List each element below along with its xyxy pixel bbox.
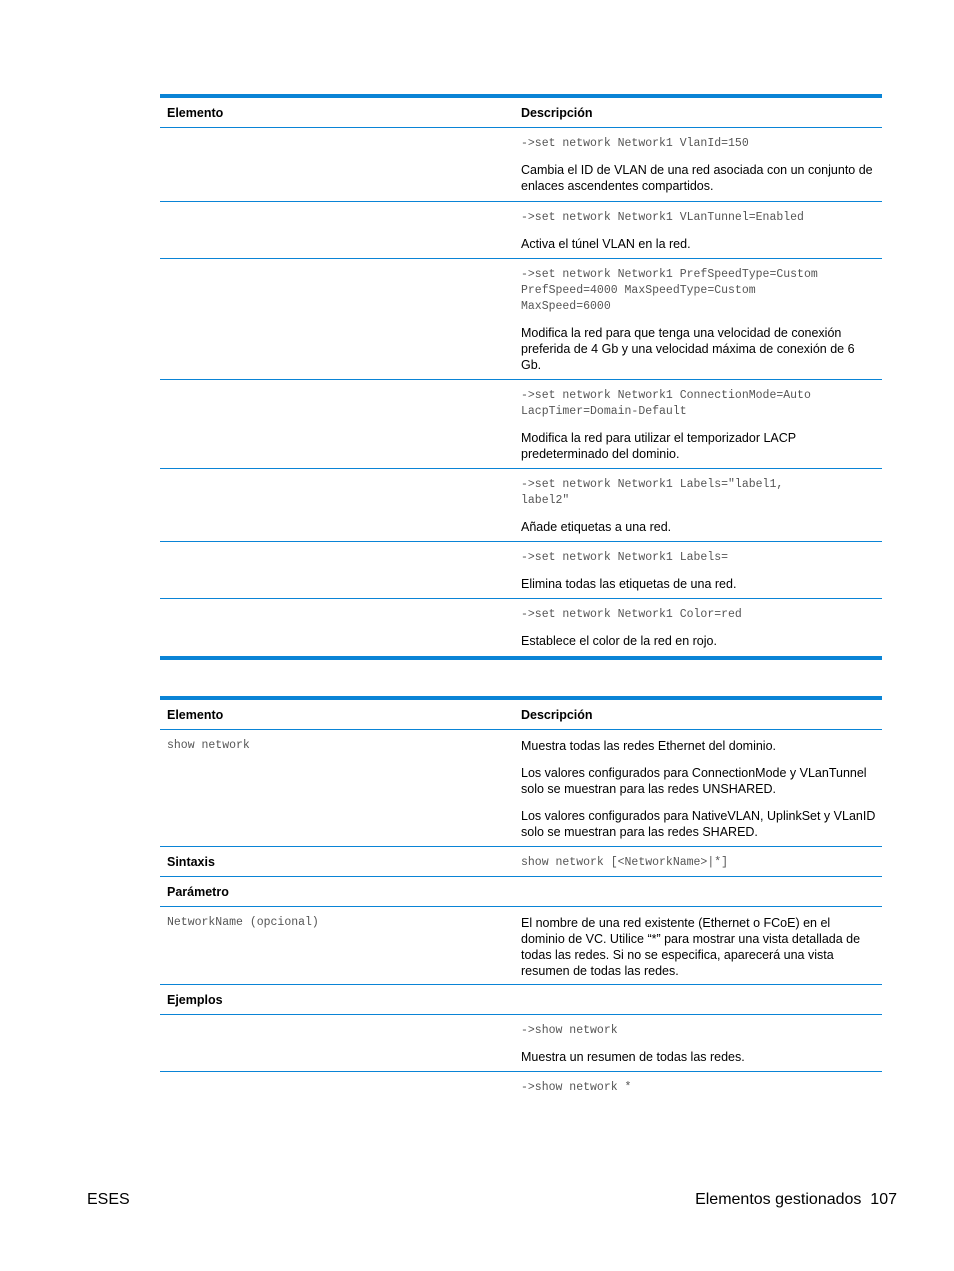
header-elemento: Elemento: [167, 707, 224, 722]
example-command: ->set network Network1 VLanTunnel=Enabled: [521, 211, 804, 224]
parameter-heading-row: [160, 877, 882, 907]
example-command: ->set network Network1 PrefSpeedType=Custom PrefSpeed=4000 MaxSpeedType=Custom MaxSpeed=6000: [521, 268, 818, 313]
command-name: show network: [167, 739, 250, 752]
example-description: Muestra un resumen de todas las redes.: [521, 1050, 745, 1064]
example-command: ->show network *: [521, 1081, 632, 1094]
parameter-label: Parámetro: [167, 885, 229, 899]
table-set-network: [160, 94, 882, 660]
example-description: Activa el túnel VLAN en la red.: [521, 237, 691, 251]
example-description: Añade etiquetas a una red.: [521, 520, 672, 534]
table-row: [160, 1015, 882, 1072]
example-description: Elimina todas las etiquetas de una red.: [521, 577, 737, 591]
table-bottom-rule: [160, 656, 882, 660]
parameter-description: El nombre de una red existente (Ethernet o FCoE) en el dominio de VC. Utilice “*” para mostrar una vista detallada de todas las redes. Si no se especifica, aparecerá una vista resumen de todas las redes.: [521, 916, 861, 978]
example-description: Modifica la red para que tenga una velocidad de conexión preferida de 4 Gb y una velocidad máxima de conexión de 6 Gb.: [521, 326, 855, 372]
table-header: [160, 98, 882, 128]
table-row: [160, 542, 882, 599]
example-description: Establece el color de la red en rojo.: [521, 634, 717, 648]
parameter-row: [160, 907, 882, 985]
example-description: Modifica la red para utilizar el temporizador LACP predeterminado del dominio.: [521, 431, 796, 461]
page-number: 107: [870, 1191, 897, 1208]
table-row: [160, 259, 882, 380]
table-row: [160, 730, 882, 847]
command-note: Los valores configurados para ConnectionMode y VLanTunnel solo se muestran para las redes UNSHARED.: [521, 766, 867, 796]
table-row: [160, 380, 882, 469]
header-descripcion: Descripción: [521, 707, 593, 722]
examples-label: Ejemplos: [167, 993, 223, 1007]
table-row: [160, 1072, 882, 1102]
syntax-row: [160, 847, 882, 877]
example-command: ->set network Network1 VlanId=150: [521, 137, 749, 150]
table-show-network: [160, 696, 882, 1102]
example-command: ->show network: [521, 1024, 618, 1037]
header-descripcion: Descripción: [521, 105, 593, 120]
example-command: ->set network Network1 Color=red: [521, 608, 742, 621]
footer-right: [695, 1191, 897, 1209]
examples-heading-row: [160, 985, 882, 1015]
example-command: ->set network Network1 ConnectionMode=Auto LacpTimer=Domain-Default: [521, 389, 811, 418]
footer-section-title: Elementos gestionados: [695, 1191, 862, 1208]
table-row: [160, 128, 882, 202]
syntax-label: Sintaxis: [167, 855, 215, 869]
command-note: Los valores configurados para NativeVLAN, UplinkSet y VLanID solo se muestran para las redes SHARED.: [521, 809, 876, 839]
table-row: [160, 599, 882, 656]
command-description: Muestra todas las redes Ethernet del dominio.: [521, 739, 776, 753]
example-command: ->set network Network1 Labels=: [521, 551, 729, 564]
parameter-name: NetworkName (opcional): [167, 916, 319, 929]
example-description: Cambia el ID de VLAN de una red asociada con un conjunto de enlaces ascendentes compartidos.: [521, 163, 873, 193]
header-elemento: Elemento: [167, 105, 224, 120]
table-row: [160, 202, 882, 259]
footer-left: ESES: [87, 1191, 130, 1208]
syntax-code: show network [<NetworkName>|*]: [521, 856, 729, 869]
example-command: ->set network Network1 Labels="label1, label2": [521, 478, 784, 507]
table-row: [160, 469, 882, 542]
table-header: [160, 700, 882, 730]
